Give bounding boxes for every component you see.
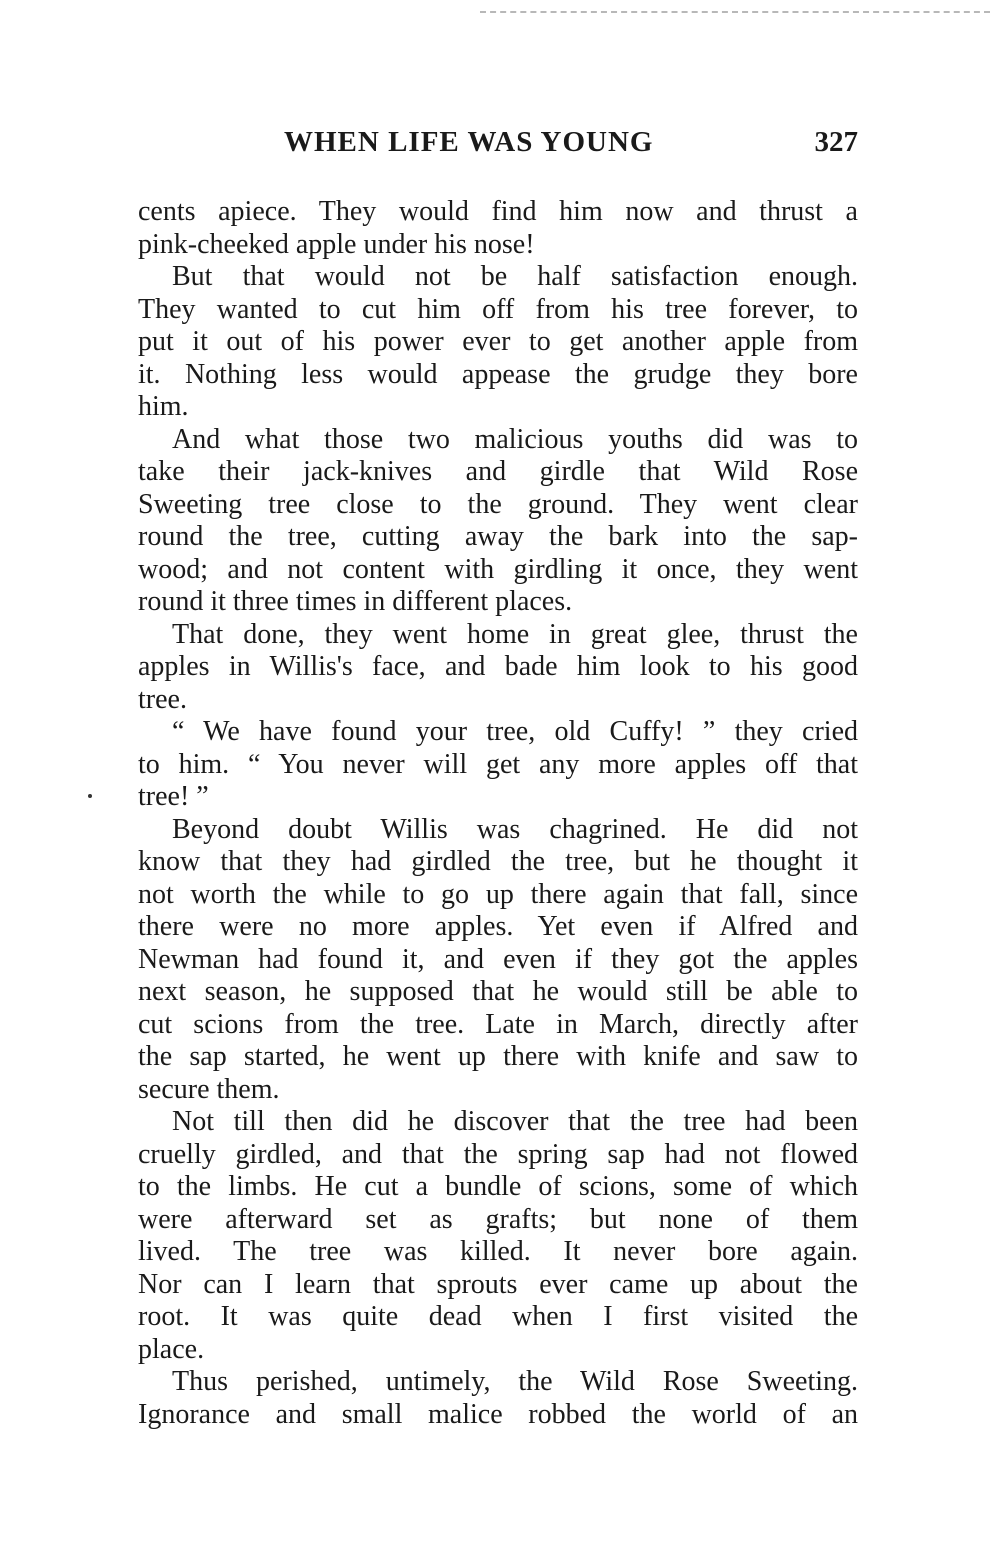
top-edge-rule xyxy=(480,11,990,13)
text-line: the sap started, he went up there with knife and saw to xyxy=(138,1041,858,1072)
text-line: Beyond doubt Willis was chagrined. He did not xyxy=(172,813,858,845)
text-line: Sweeting tree close to the ground. They went clear xyxy=(138,488,858,520)
text-line: “ We have found your tree, old Cuffy! ” they cried xyxy=(172,716,858,747)
text-line: know that they had girdled the tree, but he thought it xyxy=(138,846,858,877)
text-line: And what those two malicious youths did was to xyxy=(172,423,858,455)
text-line: were afterward set as grafts; but none of them xyxy=(138,1203,858,1235)
text-line: tree! ” xyxy=(138,781,209,812)
text-line: place. xyxy=(138,1333,205,1365)
text-line: They wanted to cut him off from his tree forever, to xyxy=(138,293,858,325)
body-text xyxy=(138,196,858,1431)
text-line: pink-cheeked apple under his nose! xyxy=(138,228,535,260)
text-line: put it out of his power ever to get another apple from xyxy=(138,326,858,357)
text-line: lived. The tree was killed. It never bore again. xyxy=(138,1236,858,1267)
text-line: to him. “ You never will get any more apples off that xyxy=(138,748,858,780)
text-line: wood; and not content with girdling it once, they went xyxy=(138,553,858,585)
text-line: round the tree, cutting away the bark into the sap- xyxy=(138,521,858,552)
text-line: to the limbs. He cut a bundle of scions, some of which xyxy=(138,1171,858,1202)
text-line: Nor can I learn that sprouts ever came up about the xyxy=(138,1268,858,1300)
text-line: it. Nothing less would appease the grudge they bore xyxy=(138,358,858,390)
text-line: Not till then did he discover that the tree had been xyxy=(172,1106,858,1137)
text-line: secure them. xyxy=(138,1073,280,1105)
text-line: That done, they went home in great glee, thrust the xyxy=(172,618,858,650)
text-line: tree. xyxy=(138,683,187,715)
text-line: take their jack-knives and girdle that Wild Rose xyxy=(138,456,858,487)
text-line: Newman had found it, and even if they got the apples xyxy=(138,943,858,975)
text-line: Ignorance and small malice robbed the world of an xyxy=(138,1398,858,1430)
text-line: him. xyxy=(138,391,189,422)
text-line: cruelly girdled, and that the spring sap had not flowed xyxy=(138,1138,858,1170)
text-line: apples in Willis's face, and bade him look to his good xyxy=(138,651,858,682)
text-line: cut scions from the tree. Late in March, directly after xyxy=(138,1008,858,1040)
page-number: 327 xyxy=(814,126,858,158)
text-line: cents apiece. They would find him now and thrust a xyxy=(138,196,858,227)
text-line: next season, he supposed that he would still be able to xyxy=(138,976,858,1007)
text-line: not worth the while to go up there again that fall, since xyxy=(138,878,858,910)
running-head xyxy=(138,120,860,168)
text-line: But that would not be half satisfaction enough. xyxy=(172,261,858,292)
text-line: round it three times in different places. xyxy=(138,586,573,617)
running-title: WHEN LIFE WAS YOUNG xyxy=(284,126,654,158)
text-line: there were no more apples. Yet even if Alfred and xyxy=(138,911,858,942)
print-speck xyxy=(88,794,92,798)
text-line: root. It was quite dead when I first visited the xyxy=(138,1301,858,1332)
text-line: Thus perished, untimely, the Wild Rose Sweeting. xyxy=(172,1366,858,1397)
